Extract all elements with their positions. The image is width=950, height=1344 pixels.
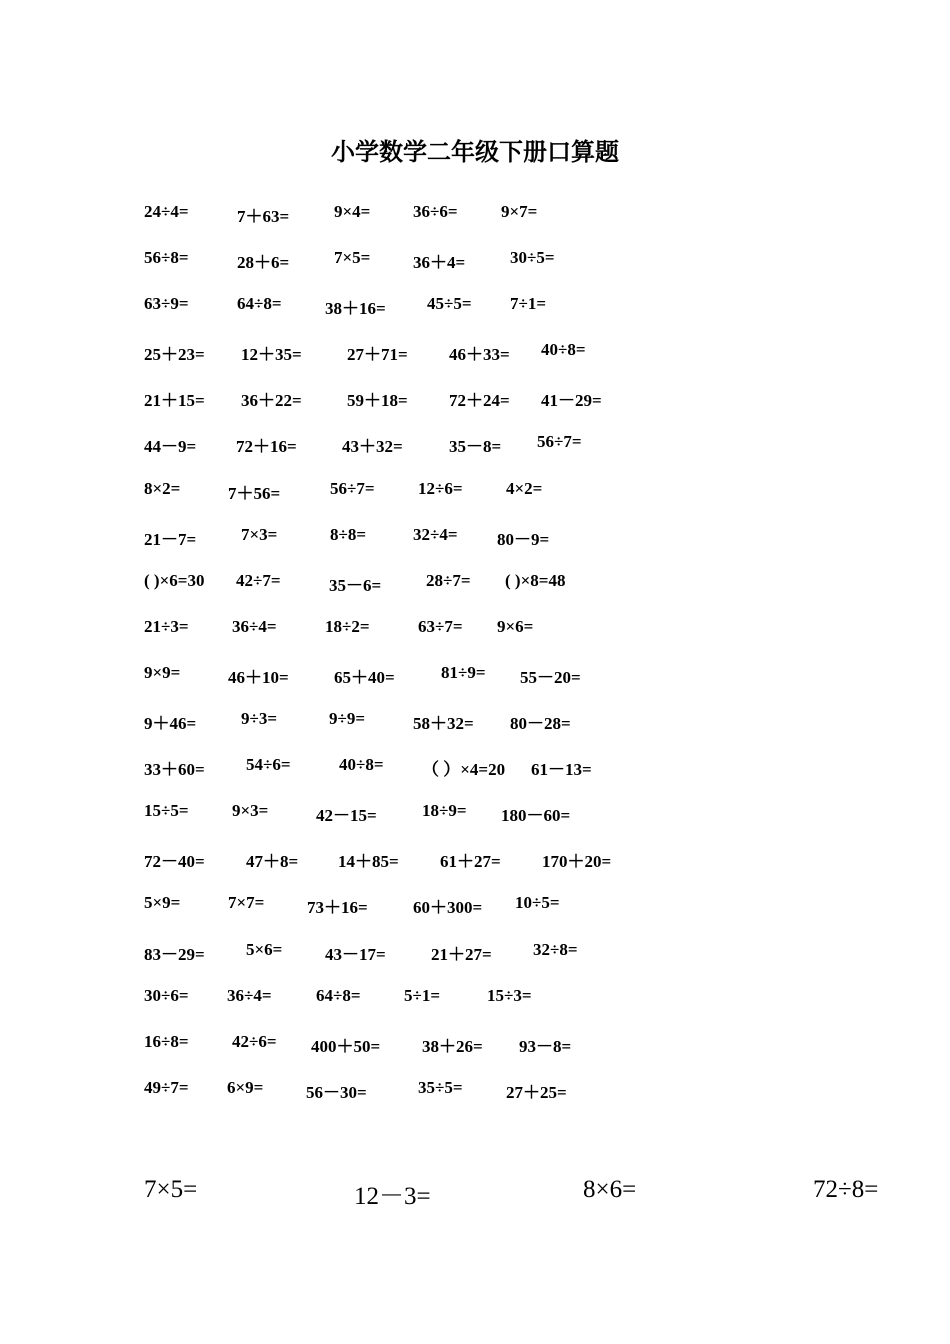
arithmetic-problem: 9÷9=	[329, 709, 366, 729]
arithmetic-problem: 41－29=	[541, 391, 602, 411]
arithmetic-problem: 9×3=	[232, 801, 269, 821]
arithmetic-problem: 7×7=	[228, 893, 265, 913]
arithmetic-problem: 45÷5=	[427, 294, 472, 314]
large-arithmetic-problem: 8×6=	[583, 1176, 637, 1203]
arithmetic-problem: 28÷7=	[426, 570, 471, 590]
arithmetic-problem: 8÷8=	[330, 524, 367, 544]
arithmetic-problem: 44－9=	[144, 437, 197, 457]
arithmetic-problem: 9×9=	[144, 662, 181, 682]
arithmetic-problem: 9×7=	[501, 202, 538, 221]
arithmetic-problem: 10÷5=	[515, 893, 560, 913]
arithmetic-problem: 80－28=	[510, 714, 571, 734]
arithmetic-problem: 7×3=	[241, 524, 278, 544]
arithmetic-problem: 55－20=	[520, 667, 581, 687]
arithmetic-problem: 42－15=	[316, 806, 377, 826]
arithmetic-problem: 9×6=	[497, 616, 534, 636]
arithmetic-problem: 42÷6=	[232, 1031, 277, 1051]
arithmetic-problem: ( )×8=48	[505, 570, 566, 590]
arithmetic-problem: 46＋10=	[228, 667, 289, 687]
arithmetic-problem: 61＋27=	[440, 852, 501, 872]
arithmetic-problem: 30÷6=	[144, 985, 189, 1005]
arithmetic-problem: 25＋23=	[144, 345, 205, 365]
arithmetic-problem: 72＋16=	[236, 437, 297, 457]
arithmetic-problem: 7×5=	[334, 248, 371, 268]
arithmetic-problem: 27＋71=	[347, 345, 408, 365]
arithmetic-problem: 5×6=	[246, 939, 283, 959]
arithmetic-problem: 16÷8=	[144, 1031, 189, 1051]
arithmetic-problem: 36÷4=	[227, 985, 272, 1005]
arithmetic-problem: 32÷4=	[413, 524, 458, 544]
arithmetic-problem: ( )×6=30	[144, 570, 205, 590]
arithmetic-problem: 7＋56=	[228, 483, 281, 503]
arithmetic-problem: 59＋18=	[347, 391, 408, 411]
arithmetic-problem: 8×2=	[144, 478, 181, 498]
arithmetic-problem: 4×2=	[506, 478, 543, 498]
arithmetic-problem: 36＋22=	[241, 391, 302, 411]
arithmetic-problem: 56÷7=	[330, 478, 375, 498]
arithmetic-problem: 60＋300=	[413, 898, 483, 918]
arithmetic-problem: 43＋32=	[342, 437, 403, 457]
arithmetic-problem: 5×9=	[144, 893, 181, 913]
arithmetic-problem: 5÷1=	[404, 985, 441, 1005]
arithmetic-problem: 40÷8=	[339, 755, 384, 775]
arithmetic-problem: 7÷1=	[510, 294, 547, 314]
arithmetic-problem: 33＋60=	[144, 760, 205, 780]
arithmetic-problem: 65＋40=	[334, 667, 395, 687]
arithmetic-problem: 54÷6=	[246, 755, 291, 775]
arithmetic-problem: 18÷2=	[325, 616, 370, 636]
arithmetic-problem: 61－13=	[531, 760, 592, 780]
arithmetic-problem: 64÷8=	[237, 294, 282, 314]
arithmetic-problem: 36÷6=	[413, 202, 458, 221]
arithmetic-problem: 21＋27=	[431, 944, 492, 964]
arithmetic-problem: 80－9=	[497, 529, 550, 549]
arithmetic-problem: 73＋16=	[307, 898, 368, 918]
arithmetic-problem: 18÷9=	[422, 801, 467, 821]
arithmetic-problem: 21＋15=	[144, 391, 205, 411]
arithmetic-problem: 35－8=	[449, 437, 502, 457]
arithmetic-problem: 32÷8=	[533, 939, 578, 959]
arithmetic-problem: 47＋8=	[246, 852, 299, 872]
large-arithmetic-problem: 72÷8=	[813, 1176, 879, 1203]
arithmetic-problem: 400＋50=	[311, 1036, 381, 1056]
arithmetic-problem: 42÷7=	[236, 570, 281, 590]
arithmetic-problem: 58＋32=	[413, 714, 474, 734]
arithmetic-problem: 63÷7=	[418, 616, 463, 636]
arithmetic-problem: 49÷7=	[144, 1077, 189, 1097]
arithmetic-problem: 38＋16=	[325, 299, 386, 319]
arithmetic-problem: 56－30=	[306, 1082, 367, 1102]
arithmetic-problem: 93－8=	[519, 1036, 572, 1056]
arithmetic-problem: 27＋25=	[506, 1082, 567, 1102]
arithmetic-problem: 15÷3=	[487, 985, 532, 1005]
arithmetic-problem: 46＋33=	[449, 345, 510, 365]
arithmetic-problem: 15÷5=	[144, 801, 189, 821]
arithmetic-problem: 35÷5=	[418, 1077, 463, 1097]
arithmetic-problem: （ ）×4=20	[422, 760, 506, 780]
arithmetic-problem: 35－6=	[329, 575, 382, 595]
arithmetic-problem: 7＋63=	[237, 207, 290, 226]
large-arithmetic-problem: 7×5=	[144, 1176, 198, 1203]
arithmetic-problem: 72－40=	[144, 852, 205, 872]
arithmetic-problem: 24÷4=	[144, 202, 189, 221]
arithmetic-problem: 43－17=	[325, 944, 386, 964]
arithmetic-problem: 36＋4=	[413, 253, 466, 273]
arithmetic-problem: 56÷8=	[144, 248, 189, 268]
arithmetic-problem: 63÷9=	[144, 294, 189, 314]
arithmetic-problem: 170＋20=	[542, 852, 612, 872]
large-arithmetic-problem: 12－3=	[354, 1183, 431, 1210]
arithmetic-problem: 36÷4=	[232, 616, 277, 636]
arithmetic-problem: 30÷5=	[510, 248, 555, 268]
arithmetic-problem: 83－29=	[144, 944, 205, 964]
arithmetic-problem: 9÷3=	[241, 709, 278, 729]
arithmetic-problem: 9＋46=	[144, 714, 197, 734]
arithmetic-problem: 40÷8=	[541, 340, 586, 360]
arithmetic-problem: 28＋6=	[237, 253, 290, 273]
arithmetic-problem: 81÷9=	[441, 662, 486, 682]
large-problem-row	[0, 1176, 950, 1216]
arithmetic-problem: 72＋24=	[449, 391, 510, 411]
arithmetic-problem: 12÷6=	[418, 478, 463, 498]
arithmetic-problem: 14＋85=	[338, 852, 399, 872]
arithmetic-problem: 64÷8=	[316, 985, 361, 1005]
arithmetic-problem: 21÷3=	[144, 616, 189, 636]
arithmetic-problem: 180－60=	[501, 806, 571, 826]
page-title: 小学数学二年级下册口算题	[331, 137, 619, 166]
arithmetic-problem: 9×4=	[334, 202, 371, 221]
arithmetic-problem: 6×9=	[227, 1077, 264, 1097]
arithmetic-problem: 12＋35=	[241, 345, 302, 365]
arithmetic-problem: 56÷7=	[537, 432, 582, 452]
arithmetic-problem: 38＋26=	[422, 1036, 483, 1056]
arithmetic-problem: 21－7=	[144, 529, 197, 549]
